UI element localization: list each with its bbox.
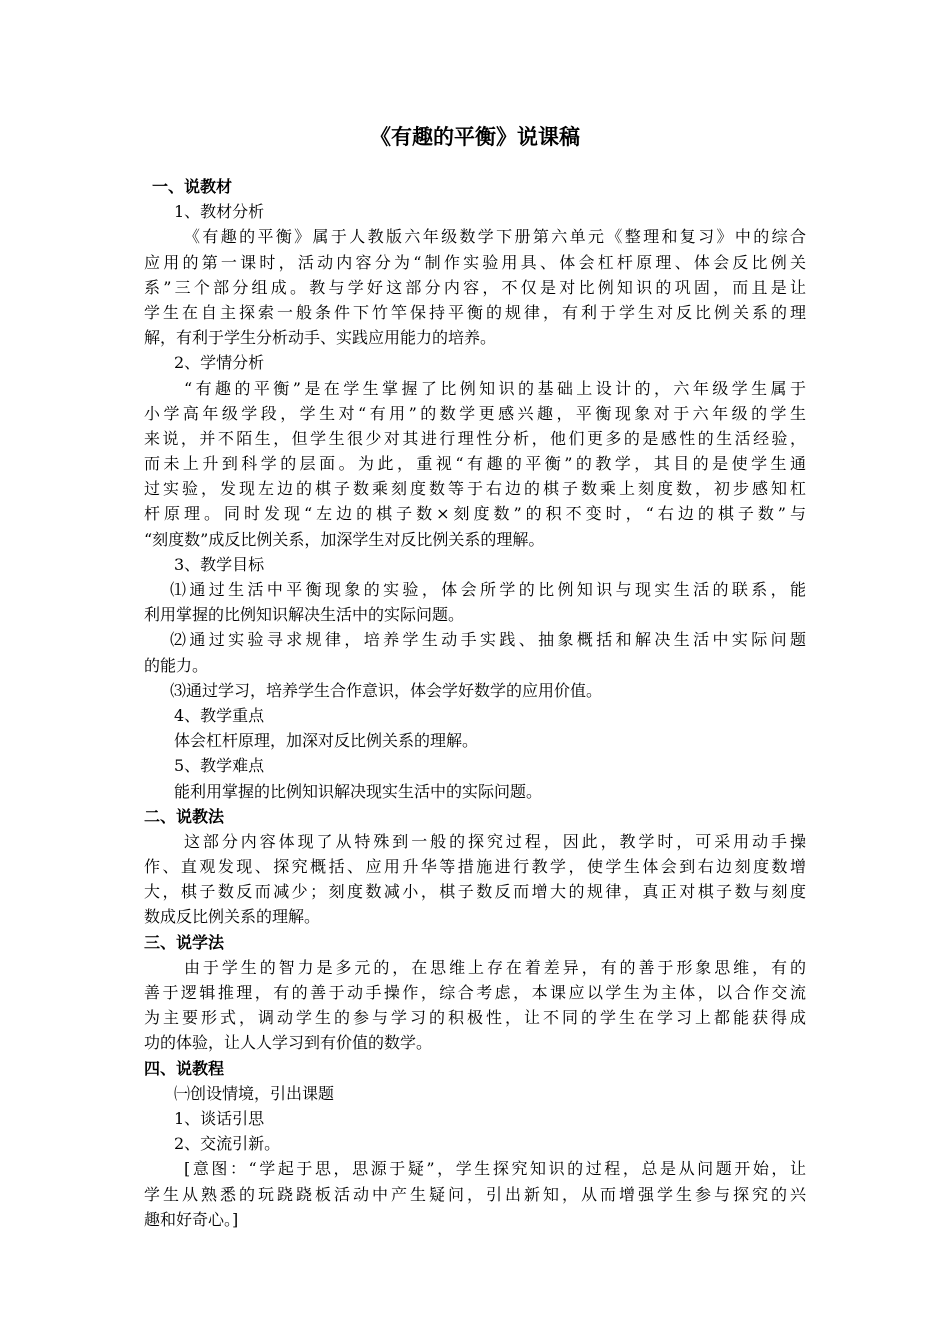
paragraph-line: [意图：“学起于思，思源于疑”，学生探究知识的过程，总是从问题开始，让 bbox=[184, 1159, 806, 1179]
list-item: 1、谈话引思 bbox=[174, 1108, 265, 1128]
paragraph-line: 过实验，发现左边的棋子数乘刻度数等于右边的棋子数乘上刻度数，初步感知杠 bbox=[144, 479, 806, 499]
paragraph-line: 杆原理。同时发现“左边的棋子数×刻度数”的积不变时，“右边的棋子数”与 bbox=[144, 504, 806, 524]
paragraph-line: 解，有利于学生分析动手、实践应用能力的培养。 bbox=[144, 328, 497, 348]
paragraph-line: 趣和好奇心。] bbox=[144, 1209, 239, 1229]
section-heading: 三、说学法 bbox=[144, 932, 225, 952]
paragraph-line: 应用的第一课时，活动内容分为“制作实验用具、体会杠杆原理、体会反比例关 bbox=[144, 252, 806, 272]
paragraph-line: “有趣的平衡”是在学生掌握了比例知识的基础上设计的，六年级学生属于 bbox=[184, 378, 806, 398]
paragraph-line: 这部分内容体现了从特殊到一般的探究过程，因此，教学时，可采用动手操 bbox=[184, 831, 806, 851]
goal-line: 利用掌握的比例知识解决生活中的实际问题。 bbox=[144, 605, 465, 625]
subsection-heading: ㈠创设情境，引出课题 bbox=[174, 1083, 335, 1103]
subsection-heading: 2、学情分析 bbox=[174, 353, 265, 373]
subsection-heading: 1、教材分析 bbox=[174, 202, 265, 222]
paragraph-line: 由于学生的智力是多元的，在思维上存在着差异，有的善于形象思维，有的 bbox=[184, 957, 806, 977]
goal-line: 的能力。 bbox=[144, 655, 209, 675]
paragraph-line: 小学高年级学段，学生对“有用”的数学更感兴趣，平衡现象对于六年级的学生 bbox=[144, 403, 806, 423]
paragraph-line: 而未上升到科学的层面。为此，重视“有趣的平衡”的教学，其目的是使学生通 bbox=[144, 454, 806, 474]
paragraph-line: 功的体验，让人人学习到有价值的数学。 bbox=[144, 1033, 433, 1053]
paragraph-line: “刻度数”成反比例关系，加深学生对反比例关系的理解。 bbox=[144, 529, 545, 549]
paragraph-line: 学生在自主探索一般条件下竹竿保持平衡的规律，有利于学生对反比例关系的理 bbox=[144, 302, 806, 322]
paragraph-line: 来说，并不陌生，但学生很少对其进行理性分析，他们更多的是感性的生活经验， bbox=[144, 428, 806, 448]
paragraph-line: 大，棋子数反而减少；刻度数减小，棋子数反而增大的规律，真正对棋子数与刻度 bbox=[144, 882, 806, 902]
list-item: 2、交流引新。 bbox=[174, 1134, 281, 1154]
paragraph-line: 为主要形式，调动学生的参与学习的积极性，让不同的学生在学习上都能获得成 bbox=[144, 1008, 806, 1028]
paragraph-line: 善于逻辑推理，有的善于动手操作，综合考虑，本课应以学生为主体，以合作交流 bbox=[144, 983, 806, 1002]
subsection-heading: 5、教学难点 bbox=[174, 756, 265, 776]
paragraph-line: 《有趣的平衡》属于人教版六年级数学下册第六单元《整理和复习》中的综合 bbox=[184, 227, 806, 247]
document-title: 《有趣的平衡》说课稿 bbox=[370, 124, 580, 149]
goal-line: ⑶通过学习，培养学生合作意识，体会学好数学的应用价值。 bbox=[170, 680, 603, 700]
paragraph-line: 学生从熟悉的玩跷跷板活动中产生疑问，引出新知，从而增强学生参与探究的兴 bbox=[144, 1184, 806, 1204]
document-body bbox=[144, 174, 806, 1232]
subsection-heading: 3、教学目标 bbox=[174, 554, 265, 574]
paragraph-line: 数成反比例关系的理解。 bbox=[144, 907, 321, 927]
paragraph-line: 体会杠杆原理，加深对反比例关系的理解。 bbox=[174, 731, 479, 751]
paragraph-line: 作、直观发现、探究概括、应用升华等措施进行教学，使学生体会到右边刻度数增 bbox=[144, 857, 806, 877]
section-heading: 一、说教材 bbox=[152, 177, 233, 196]
paragraph-line: 系”三个部分组成。教与学好这部分内容，不仅是对比例知识的巩固，而且是让 bbox=[144, 277, 806, 297]
goal-line: ⑴通过生活中平衡现象的实验，体会所学的比例知识与现实生活的联系，能 bbox=[170, 580, 806, 599]
subsection-heading: 4、教学重点 bbox=[174, 705, 265, 725]
section-heading: 二、说教法 bbox=[144, 806, 225, 826]
paragraph-line: 能利用掌握的比例知识解决现实生活中的实际问题。 bbox=[174, 781, 543, 801]
section-heading: 四、说教程 bbox=[144, 1058, 225, 1078]
goal-line: ⑵通过实验寻求规律，培养学生动手实践、抽象概括和解决生活中实际问题 bbox=[170, 630, 806, 650]
